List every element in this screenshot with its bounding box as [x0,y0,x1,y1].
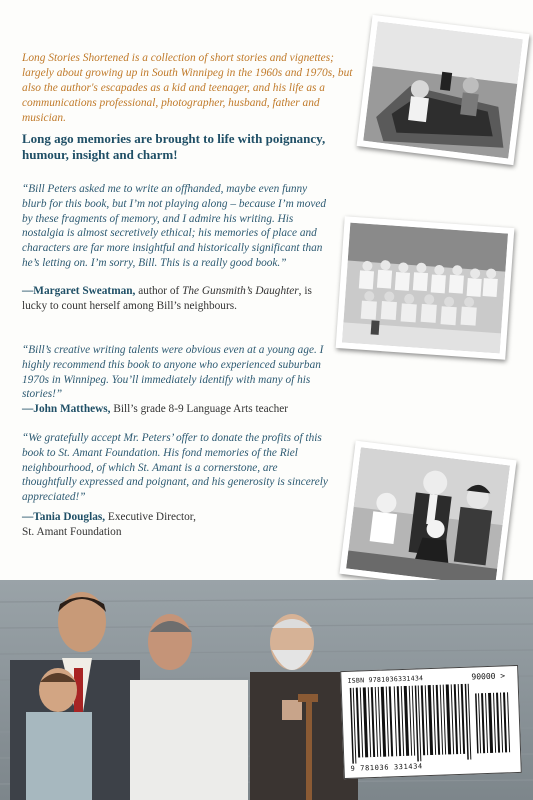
attribution-role: Executive Director, [105,511,196,523]
book-title: Long Stories Shortened [22,52,129,65]
intro-paragraph [22,51,362,126]
attribution-matthews [22,402,352,417]
attribution-role-rest: , is lucky to count herself among Bill’s neighbours. [22,285,312,312]
attribution-sweatman [22,284,322,313]
attribution-douglas [22,510,322,539]
attribution-name: —John Matthews, [22,403,111,415]
photo-family [339,441,516,594]
intro-description: is a collection of short stories and vignettes; largely about growing up in South Winnipeg in the 1960s and 1970s, but also the author's escapades as a kid and teenager, and his life as a communications professional, photographer, husband, father and musician. [22,52,353,125]
attribution-work: The Gunsmith’s Daughter [182,285,299,297]
quote-douglas: “We gratefully accept Mr. Peters’ offer to donate the profits of this book to St. Amant Foundation. His fond memories of the Riel neighbourhood, of which St. Amant is a cornerstone, are thoughtfully expressed and poignant, and his generosity is sincerely appreciated!” [22,432,328,504]
barcode-bars [348,682,515,764]
price-code: 90000 > [471,671,506,682]
quote-sweatman: “Bill Peters asked me to write an offhanded, maybe even funny blurb for this book, but I’m not playing along – because I’m moved by these fragments of memory, and I admire his writing. His nostalgia is almost secretively ethical; his memories of place and characters are far more insightful and historically significant than he’s letting on. I’m sorry, Bill. This is a really good book.” [22,183,327,269]
photo-hockey-team [336,216,515,360]
attribution-name: —Margaret Sweatman, [22,285,136,297]
barcode-digits: 9 781036 331434 [350,762,423,773]
isbn-barcode [340,665,522,779]
isbn-label: ISBN 9781036331434 [347,674,424,685]
attribution-role: author of [135,285,183,297]
quote-matthews: “Bill’s creative writing talents were obvious even at a young age. I highly recommend this book to anyone who experienced suburban 1970s in Winnipeg. You’ll immediately identify with many of his stories!” [22,344,324,401]
photo-boat [357,15,530,165]
attribution-org: St. Amant Foundation [22,525,122,538]
attribution-name: —Tania Douglas, [22,511,106,523]
tagline: Long ago memories are brought to life with poignancy, humour, insight and charm! [22,131,326,162]
attribution-role: Bill’s grade 8-9 Language Arts teacher [110,403,289,415]
